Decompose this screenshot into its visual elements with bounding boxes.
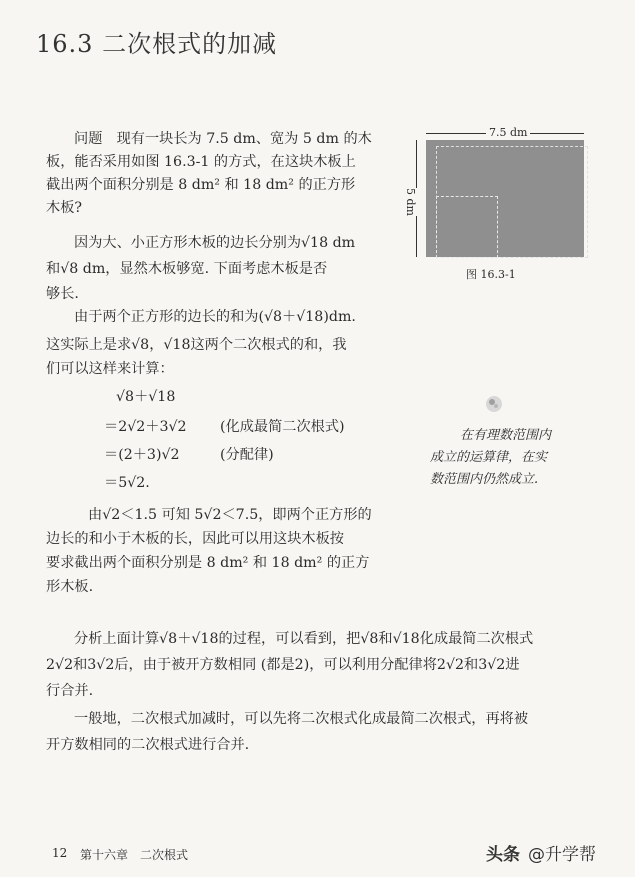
para2-line-3: 们可以这样来计算： (46, 361, 174, 377)
calc-line-2: ＝2√2＋3√2 (104, 419, 187, 435)
side-note-line-1: 在有理数范围内 (460, 428, 552, 443)
para1-line-1: 因为大、小正方形木板的边长分别为√18 dm (74, 235, 356, 251)
problem-line-2: 板，能否采用如图 16.3-1 的方式，在这块木板上 (46, 154, 356, 170)
para5-line-2: 开方数相同的二次根式进行合并. (46, 737, 250, 753)
para1-line-3: 够长. (46, 286, 79, 302)
para3-line-4: 形木板. (46, 579, 94, 595)
para3-line-3: 要求截出两个面积分别是 8 dm² 和 18 dm² 的正方 (46, 555, 370, 571)
para4-line-3: 行合并. (46, 683, 94, 699)
problem-line-3: 截出两个面积分别是 8 dm² 和 18 dm² 的正方形 (46, 177, 356, 193)
side-note-line-2: 成立的运算律，在实 (430, 450, 548, 465)
para2-line-1: 由于两个正方形的边长的和为(√8＋√18)dm. (74, 309, 356, 325)
section-title: 16.3 二次根式的加减 (36, 30, 278, 58)
para3-line-2: 边长的和小于木板的长，因此可以用这块木板按 (46, 531, 344, 547)
figure-height-label: 5 dm (404, 188, 417, 216)
para4-line-1: 分析上面计算√8＋√18的过程，可以看到，把√8和√18化成最简二次根式 (74, 631, 534, 647)
calc-line-4: ＝5√2. (104, 475, 150, 491)
para4-line-2: 2√2和3√2后，由于被开方数相同 (都是2)，可以利用分配律将2√2和3√2进 (46, 657, 520, 673)
calc-line-1: √8＋√18 (116, 389, 176, 405)
problem-line-4: 木板? (46, 200, 82, 216)
side-note-line-3: 数范围内仍然成立. (430, 472, 539, 487)
calc-line-3: ＝(2＋3)√2 (104, 447, 180, 463)
problem-line-1: 问题 现有一块长为 7.5 dm、宽为 5 dm 的木 (74, 131, 372, 147)
small-square-outline (436, 196, 498, 258)
note-bulb-icon (482, 392, 506, 416)
para5-line-1: 一般地，二次根式加减时，可以先将二次根式化成最简二次根式，再将被 (74, 711, 529, 727)
figure-width-label: 7.5 dm (486, 126, 530, 139)
watermark-logo: 头条 (486, 845, 520, 865)
para3-line-1: 由√2＜1.5 可知 5√2＜7.5，即两个正方形的 (88, 507, 372, 523)
para2-line-2: 这实际上是求√8，√18这两个二次根式的和，我 (46, 337, 347, 353)
watermark-handle: @升学帮 (528, 845, 596, 865)
calc-note-3: (分配律) (220, 447, 274, 463)
para1-line-2: 和√8 dm，显然木板够宽. 下面考虑木板是否 (46, 261, 328, 277)
page-number: 12 (52, 846, 68, 860)
chapter-label: 第十六章 二次根式 (80, 848, 189, 862)
figure-caption: 图 16.3-1 (466, 268, 516, 281)
calc-note-2: (化成最简二次根式) (220, 419, 345, 435)
